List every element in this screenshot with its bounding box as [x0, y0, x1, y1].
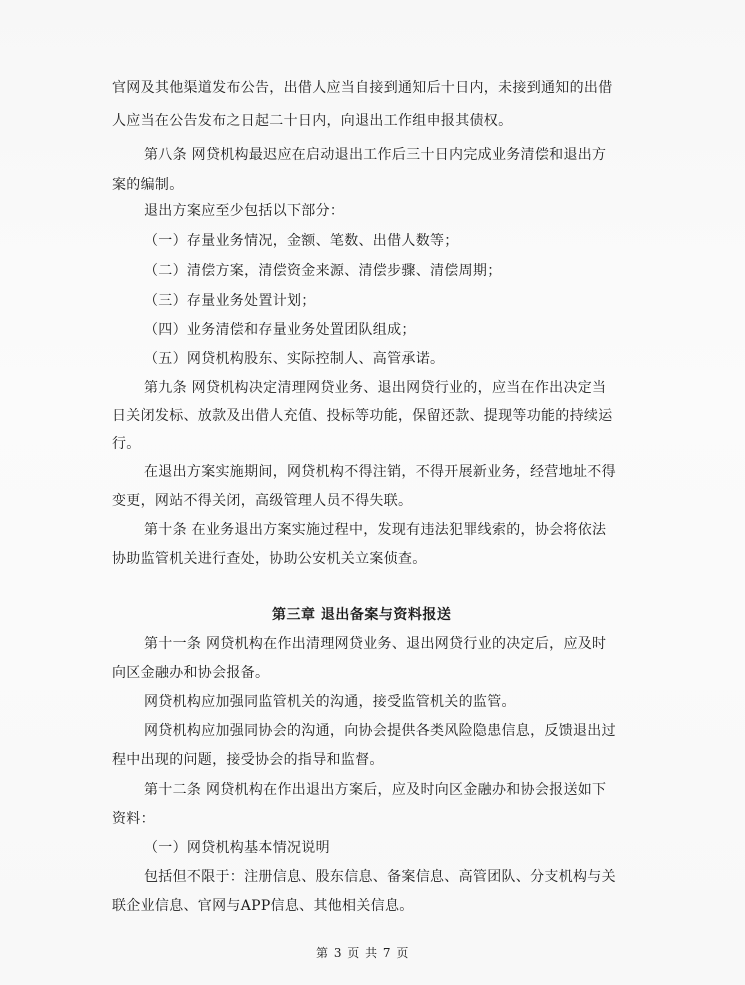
body-line: 网贷机构应加强同协会的沟通，向协会提供各类风险隐患信息，反馈退出过: [144, 723, 616, 739]
body-line: 资料：: [112, 811, 155, 827]
body-line: 人应当在公告发布之日起二十日内，向退出工作组申报其债权。: [112, 113, 513, 129]
article-9-line: 第九条 网贷机构决定清理网贷业务、退出网贷行业的，应当在作出决定当: [144, 380, 607, 396]
article-10-line: 第十条 在业务退出方案实施过程中，发现有违法犯罪线索的，协会将依法: [144, 522, 607, 538]
body-line: 案的编制。: [112, 177, 184, 193]
list-item: （一）存量业务情况，金额、笔数、出借人数等；: [144, 233, 459, 249]
body-line: 包括但不限于：注册信息、股东信息、备案信息、高管团队、分支机构与关: [144, 869, 616, 885]
list-item: （五）网贷机构股东、实际控制人、高管承诺。: [144, 351, 445, 367]
body-line: 网贷机构应加强同监管机关的沟通，接受监管机关的监管。: [144, 694, 516, 710]
chapter-heading: 第三章 退出备案与资料报送: [272, 607, 452, 623]
body-line: 程中出现的问题，接受协会的指导和监督。: [112, 752, 384, 768]
body-line: 联企业信息、官网与APP信息、其他相关信息。: [112, 898, 414, 914]
list-item: （二）清偿方案，清偿资金来源、清偿步骤、清偿周期；: [144, 263, 502, 279]
list-item: （一）网贷机构基本情况说明: [144, 840, 330, 856]
body-line: 行。: [112, 436, 141, 452]
body-line: 在退出方案实施期间，网贷机构不得注销，不得开展新业务，经营地址不得: [144, 464, 616, 480]
article-12-line: 第十二条 网贷机构在作出退出方案后，应及时向区金融办和协会报送如下: [144, 782, 607, 798]
body-line: 日关闭发标、放款及出借人充值、投标等功能，保留还款、提现等功能的持续运: [112, 408, 613, 424]
list-item: （三）存量业务处置计划；: [144, 293, 316, 309]
page-number-footer: 第 3 页 共 7 页: [316, 946, 410, 960]
body-line: 退出方案应至少包括以下部分：: [144, 203, 345, 219]
body-line: 官网及其他渠道发布公告，出借人应当自接到通知后十日内，未接到通知的出借: [112, 80, 613, 96]
list-item: （四）业务清偿和存量业务处置团队组成；: [144, 322, 416, 338]
article-11-line: 第十一条 网贷机构在作出清理网贷业务、退出网贷行业的决定后，应及时: [144, 636, 607, 652]
article-8-line: 第八条 网贷机构最迟应在启动退出工作后三十日内完成业务清偿和退出方: [144, 147, 607, 163]
body-line: 变更，网站不得关闭，高级管理人员不得失联。: [112, 493, 413, 509]
body-line: 协助监管机关进行查处，协助公安机关立案侦查。: [112, 551, 427, 567]
body-line: 向区金融办和协会报备。: [112, 665, 270, 681]
